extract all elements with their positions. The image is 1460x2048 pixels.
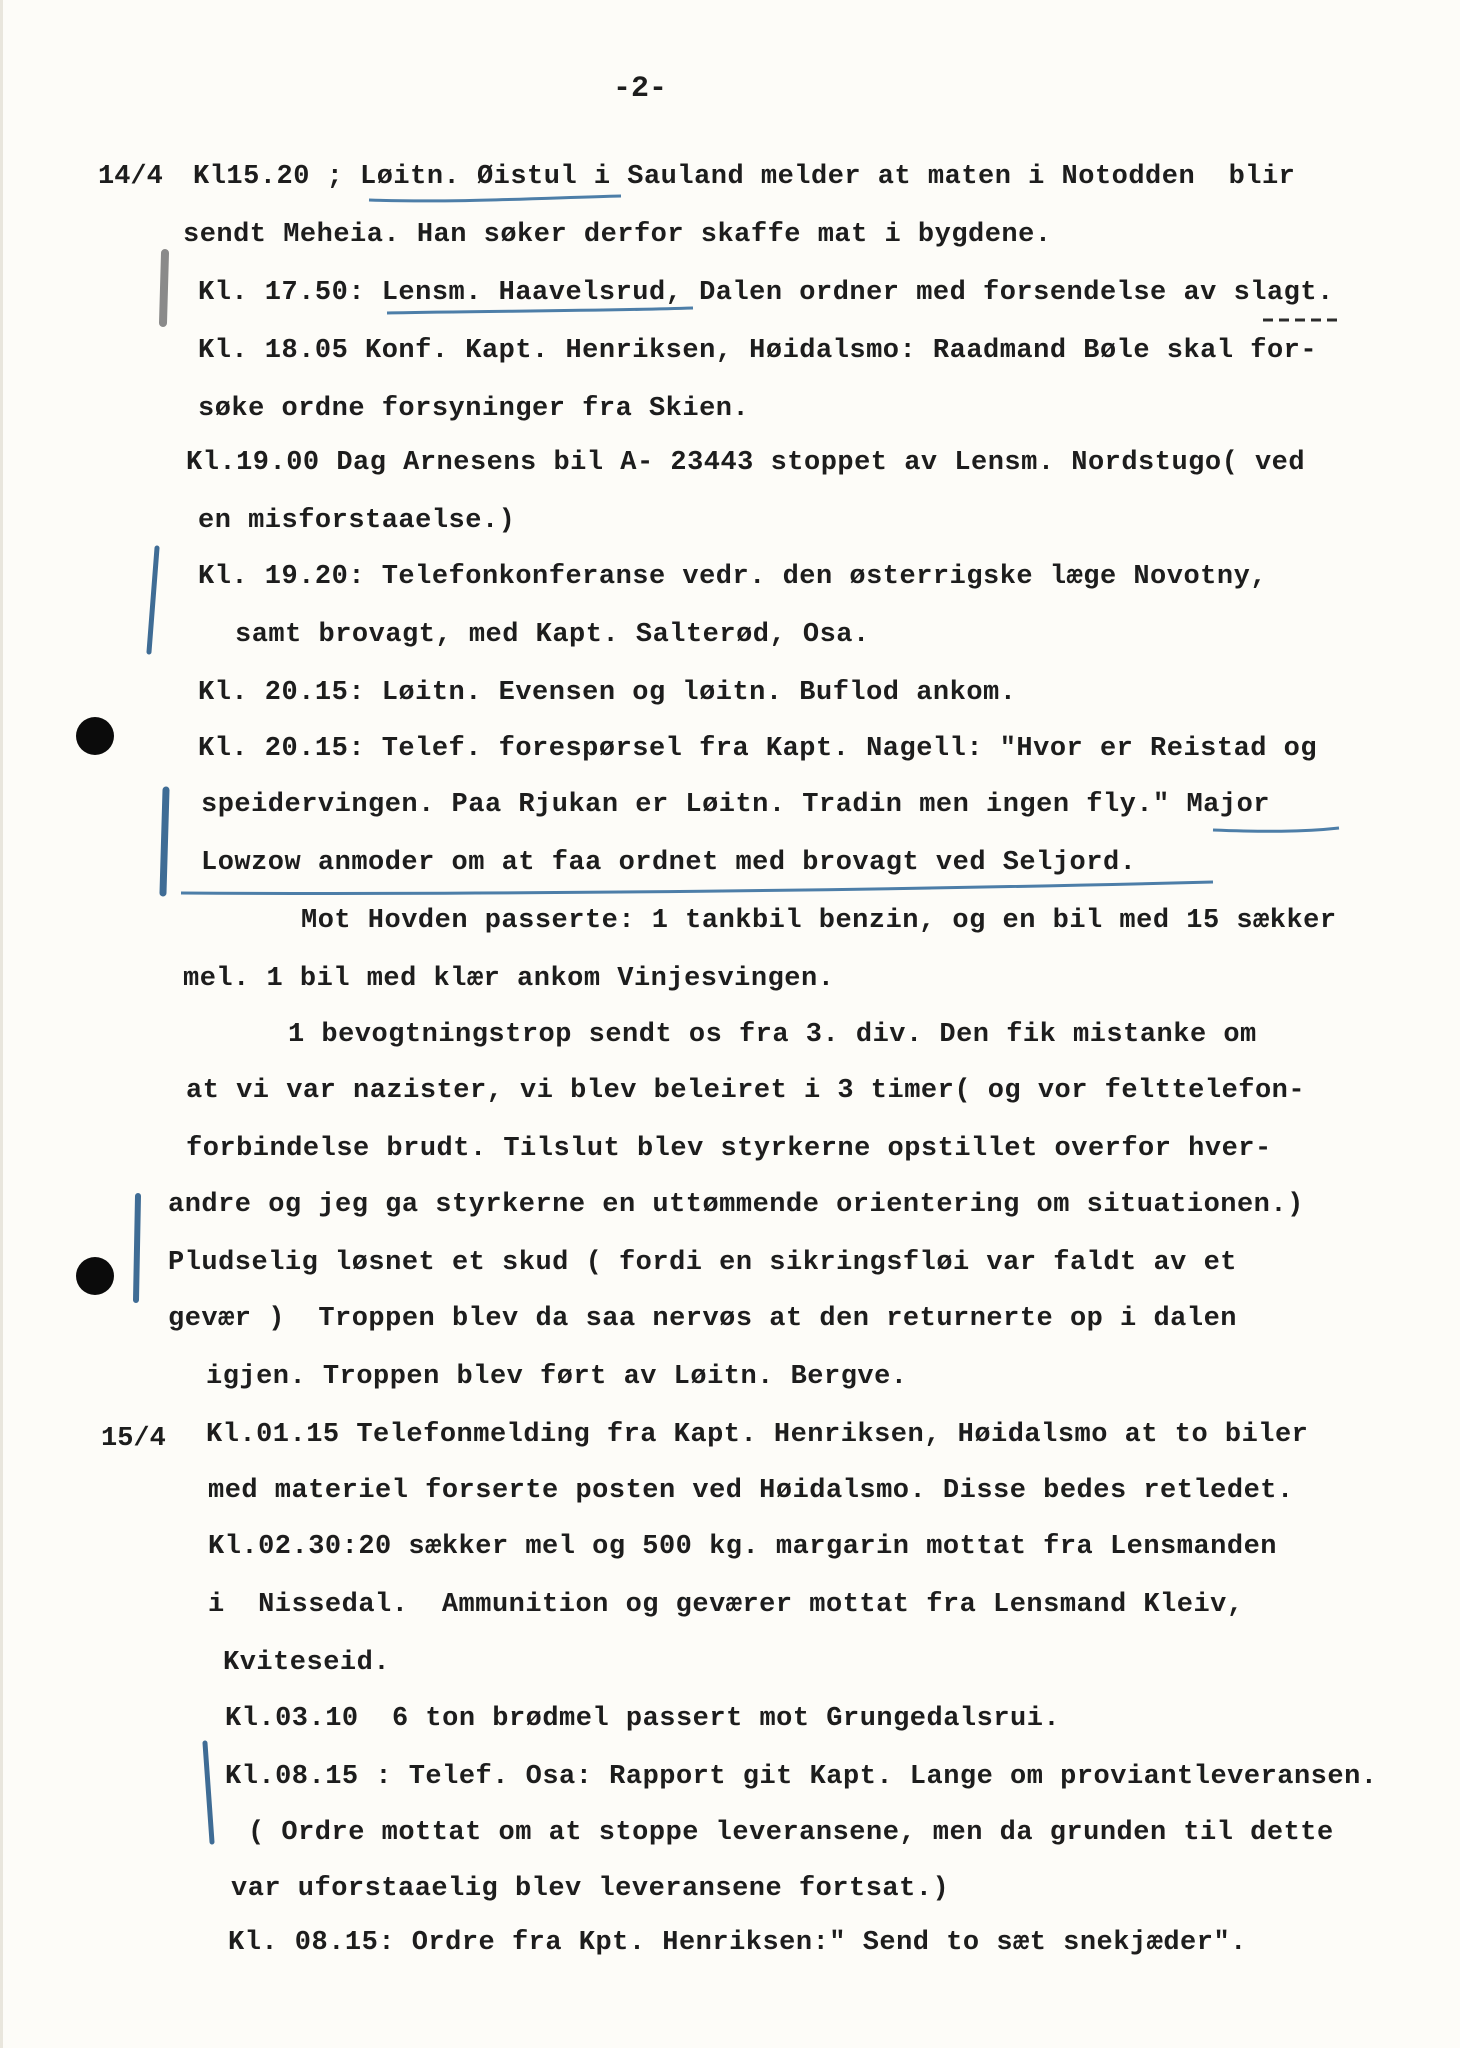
entry-date: 15/4 xyxy=(101,1424,166,1454)
text-line: samt brovagt, med Kapt. Salterød, Osa. xyxy=(235,620,870,650)
text-line: søke ordne forsyninger fra Skien. xyxy=(198,394,750,424)
text-line: Kl.08.15 : Telef. Osa: Rapport git Kapt. Lange om proviantleveransen. xyxy=(225,1762,1378,1792)
text-line: Kl.19.00 Dag Arnesens bil A- 23443 stoppet av Lensm. Nordstugo( ved xyxy=(186,448,1306,478)
text-line: sendt Meheia. Han søker derfor skaffe mat i bygdene. xyxy=(183,220,1052,250)
punch-hole xyxy=(76,1257,114,1295)
text-line: i Nissedal. Ammunition og geværer mottat fra Lensmand Kleiv, xyxy=(208,1590,1244,1620)
text-line: en misforstaaelse.) xyxy=(198,506,516,536)
page-number: -2- xyxy=(613,72,668,106)
text-line: at vi var nazister, vi blev beleiret i 3 timer( og vor felttelefon- xyxy=(186,1076,1306,1106)
text-line: Kviteseid. xyxy=(223,1648,391,1678)
text-line: Kl.01.15 Telefonmelding fra Kapt. Henriksen, Høidalsmo at to biler xyxy=(206,1420,1309,1450)
text-line: Mot Hovden passerte: 1 tankbil benzin, og en bil med 15 sækker xyxy=(301,906,1337,936)
text-line: Kl15.20 ; Løitn. Øistul i Sauland melder at maten i Notodden blir xyxy=(193,162,1296,192)
underline-mark xyxy=(1213,828,1339,831)
text-line: Pludselig løsnet et skud ( fordi en sikringsfløi var faldt av et xyxy=(168,1248,1237,1278)
punch-hole xyxy=(76,717,114,755)
text-line: gevær ) Troppen blev da saa nervøs at den returnerte op i dalen xyxy=(168,1304,1237,1334)
text-line: andre og jeg ga styrkerne en uttømmende orientering om situationen.) xyxy=(168,1190,1304,1220)
text-line: Kl. 19.20: Telefonkonferanse vedr. den østerrigske læge Novotny, xyxy=(198,562,1267,592)
text-line: var uforstaaelig blev leveransene fortsat.) xyxy=(231,1874,950,1904)
margin-mark xyxy=(163,790,166,893)
text-line: igjen. Troppen blev ført av Løitn. Bergve. xyxy=(206,1362,908,1392)
text-line: Kl. 17.50: Lensm. Haavelsrud, Dalen ordner med forsendelse av slagt. xyxy=(198,278,1334,308)
text-line: Kl. 20.15: Telef. forespørsel fra Kapt. Nagell: "Hvor er Reistad og xyxy=(198,734,1318,764)
text-line: Kl.03.10 6 ton brødmel passert mot Grungedalsrui. xyxy=(225,1704,1061,1734)
text-line: med materiel forserte posten ved Høidalsmo. Disse bedes retledet. xyxy=(208,1476,1294,1506)
margin-mark xyxy=(149,548,157,652)
text-line: speidervingen. Paa Rjukan er Løitn. Tradin men ingen fly." Major xyxy=(201,790,1270,820)
text-line: forbindelse brudt. Tilslut blev styrkerne opstillet overfor hver- xyxy=(186,1134,1272,1164)
margin-mark xyxy=(205,1743,212,1842)
text-line: Kl. 18.05 Konf. Kapt. Henriksen, Høidalsmo: Raadmand Bøle skal for- xyxy=(198,336,1318,366)
entry-date: 14/4 xyxy=(98,162,163,192)
text-line: mel. 1 bil med klær ankom Vinjesvingen. xyxy=(183,964,835,994)
text-line: Kl. 08.15: Ordre fra Kpt. Henriksen:" Send to sæt snekjæder". xyxy=(228,1928,1247,1958)
underline-mark xyxy=(181,882,1213,893)
text-line: ( Ordre mottat om at stoppe leveransene, men da grunden til dette xyxy=(248,1818,1334,1848)
margin-mark xyxy=(163,253,165,323)
text-line: 1 bevogtningstrop sendt os fra 3. div. Den fik mistanke om xyxy=(288,1020,1257,1050)
underline-mark xyxy=(369,196,621,201)
text-line: Lowzow anmoder om at faa ordnet med brovagt ved Seljord. xyxy=(201,848,1137,878)
text-line: Kl. 20.15: Løitn. Evensen og løitn. Buflod ankom. xyxy=(198,678,1017,708)
margin-mark xyxy=(136,1196,138,1300)
text-line: Kl.02.30:20 sækker mel og 500 kg. margarin mottat fra Lensmanden xyxy=(208,1532,1277,1562)
